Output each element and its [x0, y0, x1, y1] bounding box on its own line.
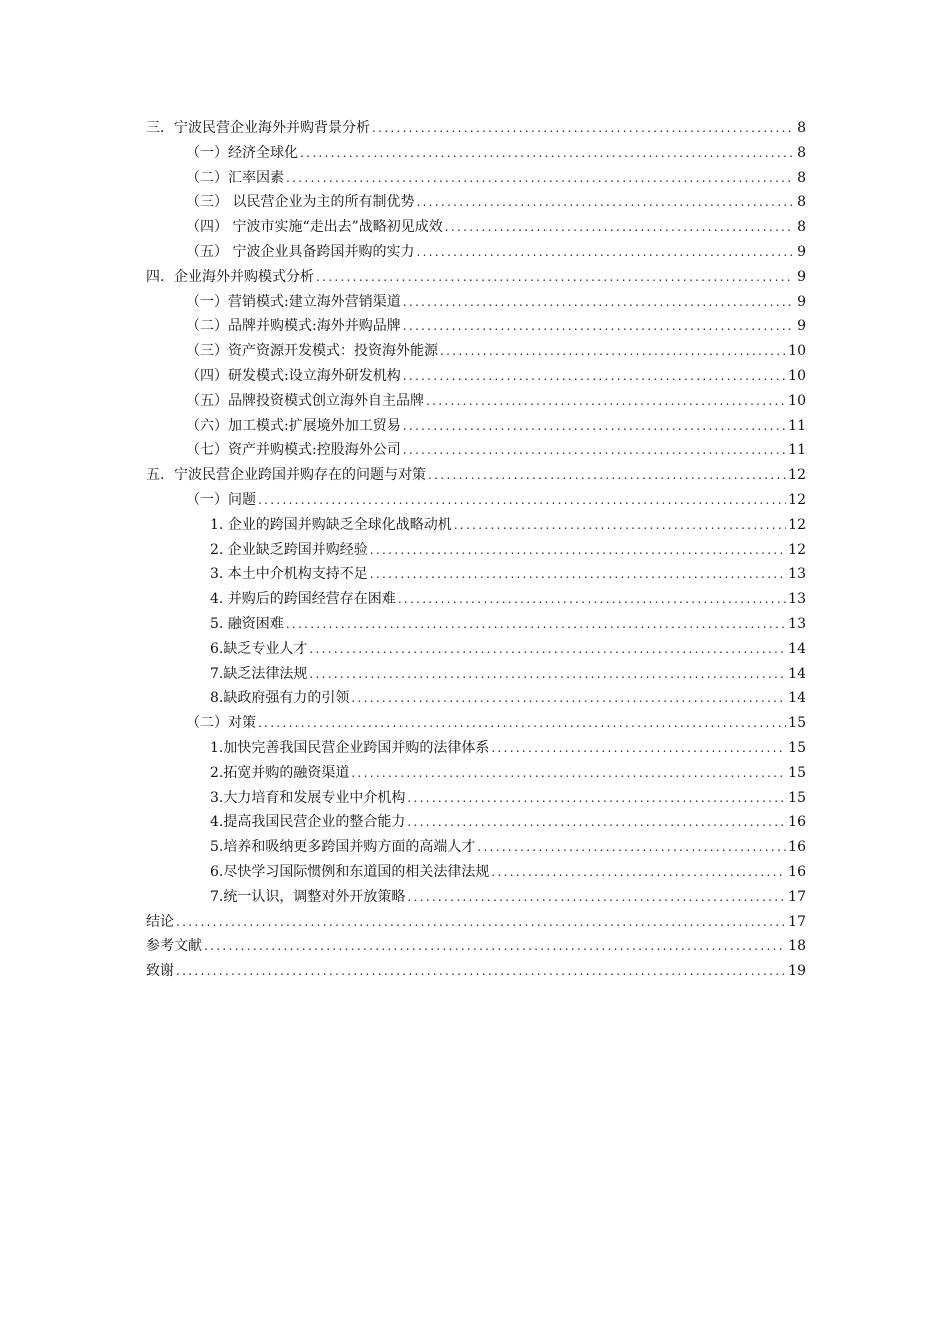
toc-entry-page-number: 9 — [797, 293, 806, 310]
toc-entry[interactable] — [186, 290, 950, 315]
toc-leader-dots — [316, 265, 794, 290]
toc-entry[interactable] — [210, 835, 950, 860]
toc-entry-title: （三）资产资源开发模式：投资海外能源 — [186, 343, 438, 360]
toc-entry-title: 3.大力培育和发展专业中介机构 — [210, 789, 406, 806]
toc-entry[interactable] — [146, 463, 950, 488]
toc-leader-dots — [440, 339, 786, 364]
toc-entry[interactable] — [210, 885, 950, 910]
toc-entry-page-number: 19 — [788, 963, 806, 980]
toc-entry[interactable] — [186, 166, 950, 191]
toc-entry-page-number: 12 — [788, 541, 806, 558]
toc-leader-dots — [309, 662, 786, 687]
toc-entry[interactable] — [186, 488, 950, 513]
toc-leader-dots — [403, 314, 794, 339]
toc-leader-dots — [407, 885, 786, 910]
toc-leader-dots — [351, 686, 786, 711]
toc-entry-title: （一）问题 — [186, 491, 256, 508]
toc-entry-title: 1.加快完善我国民营企业跨国并购的法律体系 — [210, 739, 490, 756]
toc-entry-page-number: 8 — [797, 169, 806, 186]
toc-entry-title: 1. 企业的跨国并购缺乏全球化战略动机 — [210, 516, 452, 533]
toc-entry-title: （四）研发模式:设立海外研发机构 — [186, 367, 401, 384]
toc-entry-page-number: 10 — [788, 392, 806, 409]
toc-entry-line — [186, 414, 806, 439]
toc-leader-dots — [407, 786, 786, 811]
toc-entry-line — [146, 116, 806, 141]
toc-entry-page-number: 13 — [788, 615, 806, 632]
toc-entry-page-number: 9 — [797, 268, 806, 285]
toc-entry[interactable] — [210, 662, 950, 687]
toc-leader-dots — [398, 587, 786, 612]
toc-entry-line — [186, 190, 806, 215]
toc-entry-page-number: 13 — [788, 566, 806, 583]
toc-entry[interactable] — [146, 910, 950, 935]
toc-entry[interactable] — [210, 736, 950, 761]
toc-leader-dots — [286, 612, 786, 637]
toc-entry-page-number: 8 — [797, 219, 806, 236]
toc-entry-page-number: 18 — [788, 938, 806, 955]
toc-entry-page-number: 10 — [788, 367, 806, 384]
toc-entry-page-number: 15 — [788, 739, 806, 756]
toc-entry-line — [186, 389, 806, 414]
toc-entry-page-number: 11 — [788, 417, 806, 434]
toc-entry-page-number: 12 — [788, 467, 806, 484]
toc-entry-title: （五）品牌投资模式创立海外自主品牌 — [186, 392, 424, 409]
toc-entry-page-number: 16 — [788, 839, 806, 856]
toc-entry[interactable] — [186, 711, 950, 736]
toc-entry-page-number: 9 — [797, 318, 806, 335]
toc-entry-line — [210, 860, 806, 885]
toc-entry-line — [210, 810, 806, 835]
toc-entry[interactable] — [210, 761, 950, 786]
toc-entry[interactable] — [210, 860, 950, 885]
toc-entry-title: （三） 以民营企业为主的所有制优势 — [186, 194, 415, 211]
toc-entry[interactable] — [146, 265, 950, 290]
toc-entry-title: 5. 融资困难 — [210, 615, 284, 632]
toc-entry-title: 四．企业海外并购模式分析 — [146, 268, 314, 285]
toc-entry-title: 5.培养和吸纳更多跨国并购方面的高端人才 — [210, 839, 476, 856]
toc-entry-line — [210, 662, 806, 687]
toc-entry-title: （四） 宁波市实施“走出去”战略初见成效 — [186, 219, 443, 236]
toc-entry-page-number: 10 — [788, 343, 806, 360]
toc-entry-title: 6.缺乏专业人才 — [210, 640, 308, 657]
toc-leader-dots — [416, 240, 794, 265]
toc-leader-dots — [176, 959, 786, 984]
toc-entry[interactable] — [186, 240, 950, 265]
toc-entry-line — [210, 736, 806, 761]
toc-entry[interactable] — [186, 438, 950, 463]
toc-entry-page-number: 8 — [797, 144, 806, 161]
toc-entry-title: 6.尽快学习国际惯例和东道国的相关法律法规 — [210, 863, 490, 880]
toc-entry-title: 8.缺政府强有力的引领 — [210, 690, 350, 707]
toc-entry[interactable] — [210, 686, 950, 711]
toc-entry-page-number: 15 — [788, 764, 806, 781]
toc-leader-dots — [477, 835, 786, 860]
toc-entry-title: 2. 企业缺乏跨国并购经验 — [210, 541, 368, 558]
toc-entry[interactable] — [210, 637, 950, 662]
toc-entry-page-number: 11 — [788, 442, 806, 459]
toc-entry-line — [186, 141, 806, 166]
toc-entry-page-number: 8 — [797, 120, 806, 136]
toc-entry-page-number: 13 — [788, 591, 806, 608]
toc-entry[interactable] — [186, 215, 950, 240]
toc-entry[interactable] — [186, 141, 950, 166]
toc-leader-dots — [407, 810, 786, 835]
toc-leader-dots — [351, 761, 786, 786]
toc-entry-page-number: 14 — [788, 690, 806, 707]
toc-leader-dots — [370, 562, 786, 587]
toc-leader-dots — [258, 488, 786, 513]
toc-leader-dots — [309, 637, 786, 662]
toc-entry-line — [210, 612, 806, 637]
toc-entry-line — [186, 314, 806, 339]
toc-entry-line — [186, 488, 806, 513]
toc-leader-dots — [403, 290, 794, 315]
toc-entry-title: （五） 宁波企业具备跨国并购的实力 — [186, 243, 415, 260]
toc-entry-line — [210, 885, 806, 910]
toc-entry[interactable] — [186, 314, 950, 339]
toc-entry-title: 4. 并购后的跨国经营存在困难 — [210, 591, 396, 608]
toc-entry-title: 结论 — [146, 913, 174, 930]
toc-entry-page-number: 12 — [788, 516, 806, 533]
toc-leader-dots — [258, 711, 786, 736]
toc-leader-dots — [416, 190, 794, 215]
toc-entry-page-number: 14 — [788, 640, 806, 657]
toc-entry-title: （二）对策 — [186, 715, 256, 732]
toc-entry-page-number: 9 — [797, 243, 806, 260]
toc-entry-line — [210, 786, 806, 811]
toc-entry-line — [210, 538, 806, 563]
toc-entry-page-number: 15 — [788, 789, 806, 806]
toc-entry-line — [210, 513, 806, 538]
toc-entry-line — [146, 265, 806, 290]
toc-entry-page-number: 17 — [788, 888, 806, 905]
toc-entry-page-number: 15 — [788, 715, 806, 732]
toc-entry-line — [210, 562, 806, 587]
toc-leader-dots — [403, 438, 786, 463]
toc-leader-dots — [204, 934, 786, 959]
toc-entry-line — [186, 339, 806, 364]
toc-entry[interactable] — [146, 116, 950, 141]
toc-entry[interactable] — [186, 339, 950, 364]
toc-leader-dots — [403, 364, 786, 389]
toc-leader-dots — [454, 513, 786, 538]
toc-entry-page-number: 17 — [788, 913, 806, 930]
toc-entry-page-number: 12 — [788, 491, 806, 508]
table-of-contents — [0, 116, 950, 984]
toc-entry-line — [186, 290, 806, 315]
toc-entry-line — [210, 637, 806, 662]
toc-leader-dots — [286, 166, 794, 191]
toc-entry-line — [186, 438, 806, 463]
toc-leader-dots — [372, 116, 794, 141]
toc-leader-dots — [491, 736, 786, 761]
toc-entry-line — [186, 711, 806, 736]
toc-entry[interactable] — [210, 562, 950, 587]
toc-leader-dots — [300, 141, 794, 166]
toc-leader-dots — [370, 538, 786, 563]
toc-leader-dots — [445, 215, 794, 240]
toc-entry[interactable] — [210, 612, 950, 637]
toc-entry-line — [186, 215, 806, 240]
toc-entry-page-number: 16 — [788, 814, 806, 831]
toc-entry-line — [210, 587, 806, 612]
toc-entry-title: 致谢 — [146, 963, 174, 980]
toc-entry-line — [186, 166, 806, 191]
toc-entry-title: 3. 本土中介机构支持不足 — [210, 566, 368, 583]
toc-entry-title: 7.缺乏法律法规 — [210, 665, 308, 682]
toc-entry[interactable] — [210, 587, 950, 612]
toc-entry-title: 4.提高我国民营企业的整合能力 — [210, 814, 406, 831]
toc-entry-title: 五．宁波民营企业跨国并购存在的问题与对策 — [146, 467, 426, 484]
toc-entry[interactable] — [210, 513, 950, 538]
toc-leader-dots — [491, 860, 786, 885]
toc-entry-title: （一）经济全球化 — [186, 144, 298, 161]
toc-entry-line — [210, 835, 806, 860]
toc-entry-title: （一）营销模式:建立海外营销渠道 — [186, 293, 401, 310]
toc-entry[interactable] — [186, 414, 950, 439]
toc-entry-title: （七）资产并购模式:控股海外公司 — [186, 442, 401, 459]
toc-entry-title: 三．宁波民营企业海外并购背景分析 — [146, 120, 370, 136]
toc-entry[interactable] — [210, 810, 950, 835]
toc-entry-line — [210, 761, 806, 786]
toc-entry[interactable] — [186, 190, 950, 215]
toc-leader-dots — [403, 414, 786, 439]
toc-entry[interactable] — [146, 959, 950, 984]
toc-entry-line — [146, 910, 806, 935]
toc-leader-dots — [428, 463, 786, 488]
toc-entry[interactable] — [186, 364, 950, 389]
toc-entry-page-number: 14 — [788, 665, 806, 682]
toc-entry[interactable] — [146, 934, 950, 959]
toc-entry-line — [210, 686, 806, 711]
toc-entry-title: 7.统一认识，调整对外开放策略 — [210, 888, 406, 905]
toc-entry-title: 2.拓宽并购的融资渠道 — [210, 764, 350, 781]
toc-entry-line — [146, 959, 806, 984]
toc-entry-title: 参考文献 — [146, 938, 202, 955]
toc-entry-title: （二）品牌并购模式:海外并购品牌 — [186, 318, 401, 335]
toc-entry-line — [146, 463, 806, 488]
toc-leader-dots — [426, 389, 786, 414]
toc-leader-dots — [176, 910, 786, 935]
toc-entry-title: （二）汇率因素 — [186, 169, 284, 186]
toc-entry[interactable] — [186, 389, 950, 414]
toc-entry-line — [186, 364, 806, 389]
toc-entry-page-number: 8 — [797, 194, 806, 211]
toc-entry-title: （六）加工模式:扩展境外加工贸易 — [186, 417, 401, 434]
toc-entry-line — [186, 240, 806, 265]
toc-entry-page-number: 16 — [788, 863, 806, 880]
toc-entry-line — [146, 934, 806, 959]
toc-entry[interactable] — [210, 786, 950, 811]
toc-entry[interactable] — [210, 538, 950, 563]
